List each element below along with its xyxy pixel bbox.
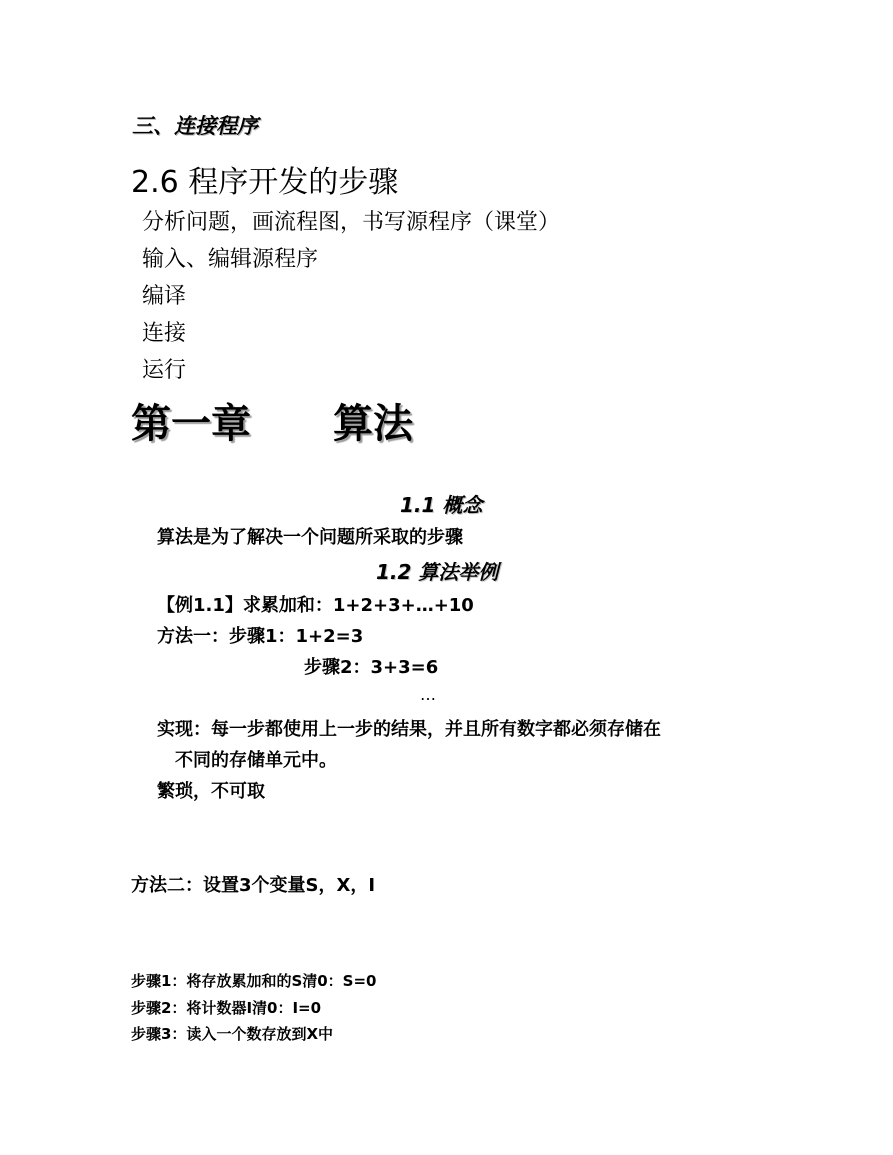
method2-step2: 步骤2：将计数器I清0：I=0 [131, 999, 322, 1017]
examples-heading: 1.2 算法举例 [376, 560, 499, 584]
method1-ellipsis: … [420, 685, 436, 704]
verdict-text: 繁琐，不可取 [157, 781, 265, 802]
section-three-heading: 三、连接程序 [132, 114, 258, 138]
section-2-6-title: 2.6 程序开发的步骤 [131, 165, 399, 200]
method2-step1: 步骤1：将存放累加和的S清0：S=0 [131, 972, 377, 990]
method1-step2: 步骤2：3+3=6 [304, 657, 439, 678]
implementation-line1: 实现：每一步都使用上一步的结果，并且所有数字都必须存储在 [157, 719, 661, 740]
dev-step-run: 运行 [142, 358, 187, 383]
concept-definition: 算法是为了解决一个问题所采取的步骤 [157, 527, 463, 548]
example-title: 【例1.1】求累加和：1+2+3+…+10 [157, 595, 474, 616]
method2-step3: 步骤3：读入一个数存放到X中 [131, 1025, 334, 1043]
chapter-title-name: 算法 [333, 401, 413, 447]
method1-step1: 方法一：步骤1：1+2=3 [157, 626, 364, 647]
chapter-title-number: 第一章 [131, 401, 251, 447]
method2-text: 方法二：设置3个变量S，X，I [131, 875, 376, 896]
dev-step-compile: 编译 [142, 284, 187, 309]
dev-step-link: 连接 [142, 321, 187, 346]
dev-step-analyze: 分析问题，画流程图，书写源程序（课堂） [142, 210, 561, 235]
implementation-line2: 不同的存储单元中。 [175, 750, 337, 771]
concept-heading: 1.1 概念 [400, 493, 483, 517]
dev-step-input: 输入、编辑源程序 [142, 247, 319, 272]
